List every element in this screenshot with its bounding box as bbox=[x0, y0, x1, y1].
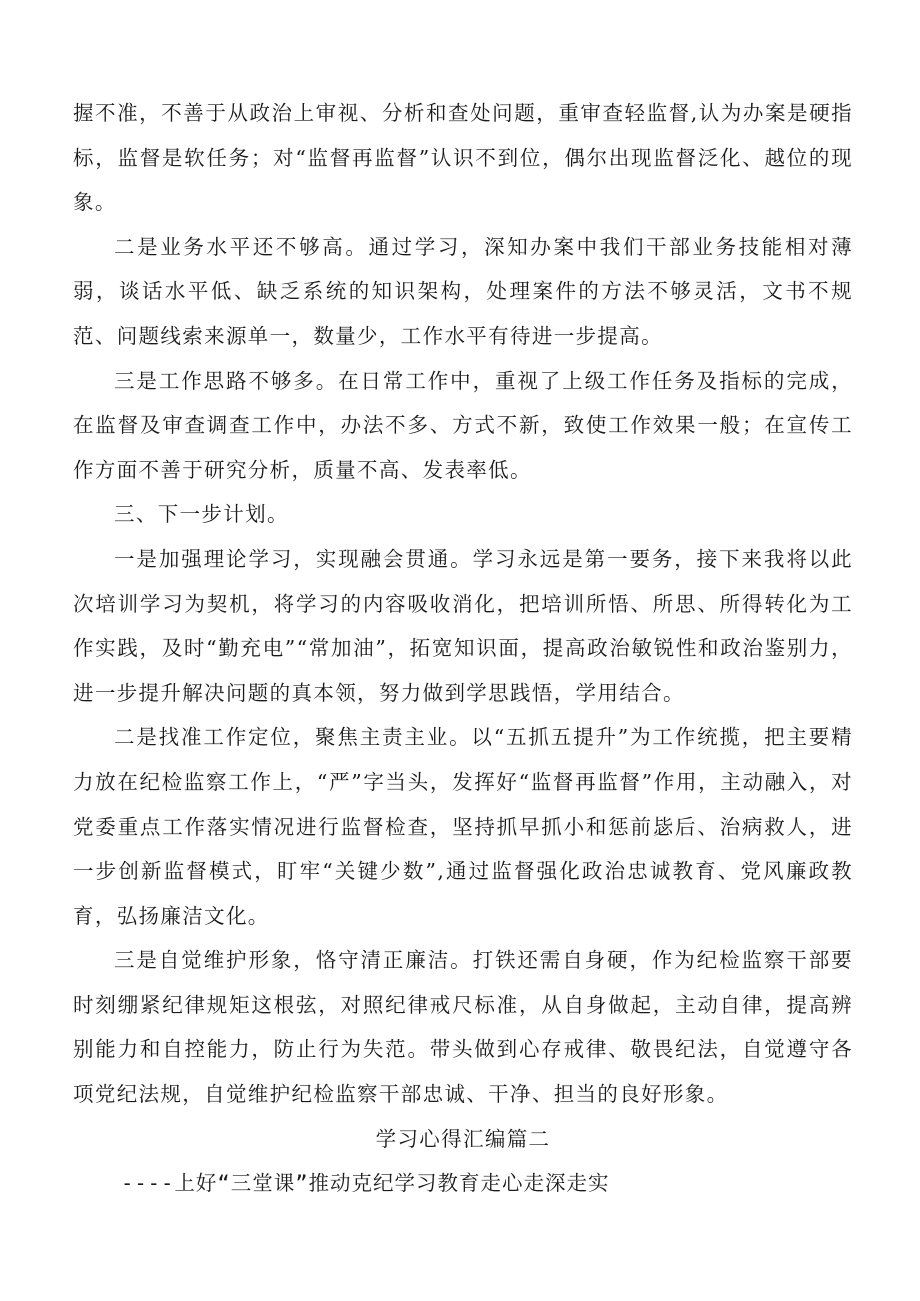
paragraph-theory-study: 一是加强理论学习，实现融会贯通。学习永远是第一要务，接下来我将以此次培训学习为契机，将学习的内容吸收消化，把培训所悟、所思、所得转化为工作实践，及时“勤充电”“常加油”，拓宽知识面，提高政治敏锐性和政治鉴别力，进一步提升解决问题的真本领，努力做到学思践悟，学用结合。 bbox=[73, 546, 853, 705]
heading-next-steps: 三、下一步计划。 bbox=[114, 502, 289, 527]
document-page bbox=[73, 91, 853, 1206]
paragraph-work-ideas: 三是工作思路不够多。在日常工作中，重视了上级工作任务及指标的完成，在监督及审查调查工作中，办法不多、方式不新，致使工作效果一般；在宣传工作方面不善于研究分析，质量不高、发表率低。 bbox=[73, 368, 853, 482]
paragraph-business-level: 二是业务水平还不够高。通过学习，深知办案中我们干部业务技能相对薄弱，谈话水平低、缺乏系统的知识架构，处理案件的方法不够灵活，文书不规范、问题线索来源单一，数量少，工作水平有待进一步提高。 bbox=[73, 234, 853, 348]
section-title: 学习心得汇编篇二 bbox=[375, 1126, 551, 1151]
section-subtitle: ----上好“三堂课”推动克纪学习教育走心走深走实 bbox=[121, 1171, 610, 1196]
paragraph-problem-continuation: 握不准，不善于从政治上审视、分析和查处问题，重审查轻监督,认为办案是硬指标，监督是软任务；对“监督再监督”认识不到位，偶尔出现监督泛化、越位的现象。 bbox=[73, 101, 853, 215]
paragraph-self-discipline: 三是自觉维护形象，恪守清正廉洁。打铁还需自身硬，作为纪检监察干部要时刻绷紧纪律规矩这根弦，对照纪律戒尺标准，从自身做起，主动自律，提高辨别能力和自控能力，防止行为失范。带头做到心存戒律、敬畏纪法，自觉遵守各项党纪法规，自觉维护纪检监察干部忠诚、干净、担当的良好形象。 bbox=[73, 948, 853, 1107]
paragraph-work-positioning: 二是找准工作定位，聚焦主责主业。以“五抓五提升”为工作统揽，把主要精力放在纪检监察工作上，“严”字当头，发挥好“监督再监督”作用，主动融入，对党委重点工作落实情况进行监督检查，坚持抓早抓小和惩前毖后、治病救人，进一步创新监督模式，盯牢“关键少数”,通过监督强化政治忠诚教育、党风廉政教育，弘扬廉洁文化。 bbox=[73, 725, 853, 928]
